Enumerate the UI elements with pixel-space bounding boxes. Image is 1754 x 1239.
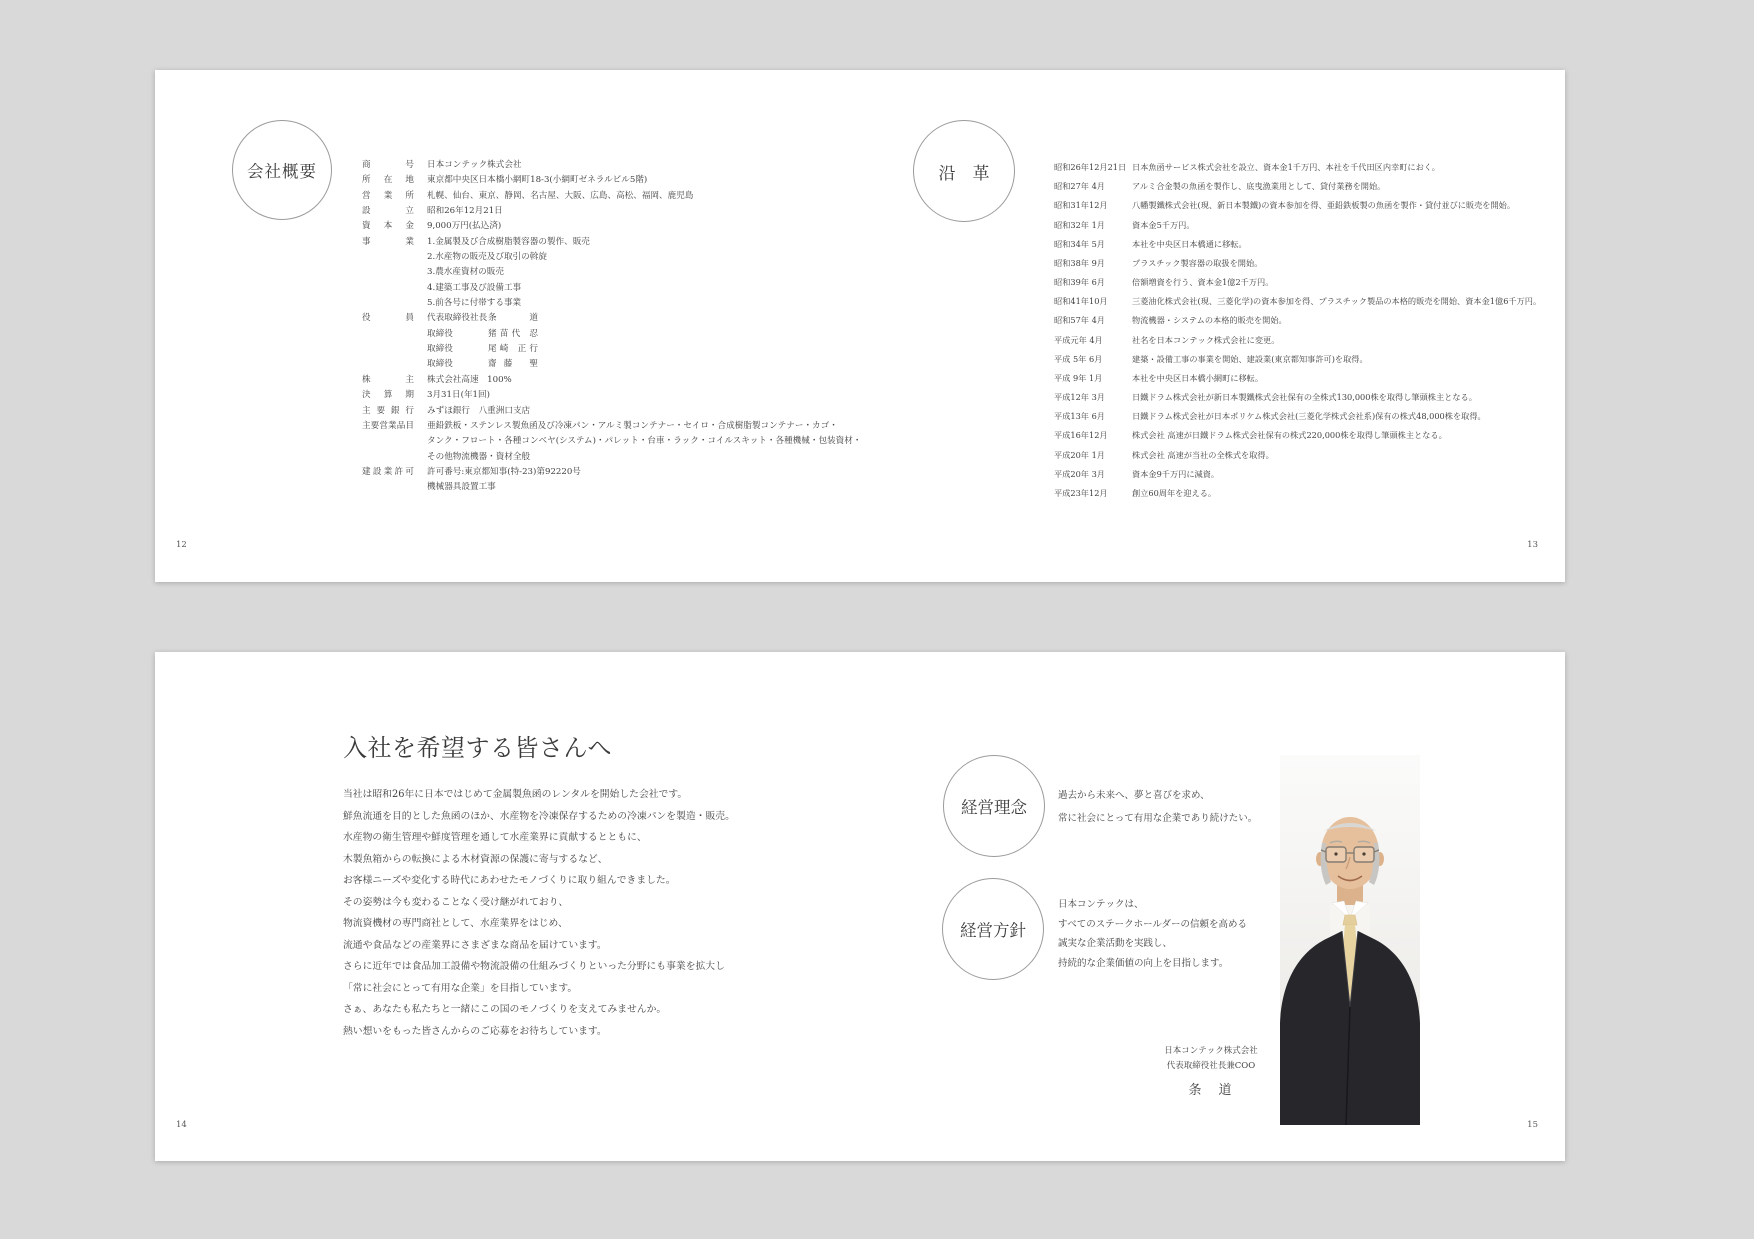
section-circle-company-overview <box>232 120 332 220</box>
policy-line: 誠実な企業活動を実践し、 <box>1058 938 1173 949</box>
history-row <box>1054 465 1541 484</box>
section-label-history: 沿 革 <box>938 163 990 184</box>
overview-value-line: タンク・フロート・各種コンベヤ(システム)・パレット・台車・ラック・コイルスキット・各種機械・包装資材・ <box>427 436 862 447</box>
overview-field-label: 商号 <box>362 160 414 170</box>
overview-value-line: 札幌、仙台、東京、静岡、名古屋、大阪、広島、高松、福岡、鹿児島 <box>427 190 694 201</box>
overview-field-value <box>427 219 501 234</box>
overview-field-row <box>362 311 861 372</box>
officer-name: 条 道 <box>488 313 538 324</box>
overview-field-value <box>427 388 490 403</box>
history-row <box>1054 292 1541 311</box>
history-date: 平成20年 1月 <box>1054 449 1105 460</box>
overview-field-row <box>362 235 861 312</box>
history-row <box>1054 216 1541 235</box>
officer-title: 取締役 <box>427 328 453 339</box>
overview-value-line: その他物流機器・資材全般 <box>427 451 531 462</box>
history-date: 昭和41年10月 <box>1054 296 1108 307</box>
policy-line: すべてのステークホールダーの信頼を高める <box>1058 918 1248 930</box>
overview-value-line: 4.建築工事及び設備工事 <box>427 282 522 293</box>
overview-value-line: 株式会社高速 100% <box>427 374 512 385</box>
history-event: 倍額増資を行う、資本金1億2千万円。 <box>1132 277 1274 288</box>
overview-field-row <box>362 158 861 173</box>
history-event: 日鐵ドラム株式会社が日本ポリケム株式会社(三菱化学株式会社系)保有の株式48,000株を取得。 <box>1132 411 1486 422</box>
history-event: 日鐵ドラム株式会社が新日本製鐵株式会社保有の全株式130,000株を取得し筆頭株主となる。 <box>1132 392 1477 403</box>
history-event: 創立60周年を迎える。 <box>1132 487 1217 498</box>
philosophy-line: 常に社会にとって有用な企業であり続けたい。 <box>1058 812 1258 824</box>
philosophy-text <box>1058 785 1257 830</box>
history-date: 昭和26年12月21日 <box>1054 162 1127 172</box>
overview-field-label: 建設業許可 <box>362 466 414 477</box>
officer-title: 取締役 <box>427 344 453 355</box>
history-row <box>1054 254 1541 273</box>
history-row <box>1054 158 1541 177</box>
section-label-policy: 経営方針 <box>960 921 1026 940</box>
recruit-message-body <box>343 784 735 1043</box>
history-row <box>1054 484 1541 503</box>
executive-portrait-photo <box>1280 755 1420 1125</box>
overview-value-line <box>427 327 538 342</box>
history-date: 昭和32年 1月 <box>1054 219 1105 230</box>
history-date: 平成23年12月 <box>1054 487 1108 498</box>
overview-value-line: 東京都中央区日本橋小網町18-3(小網町ゼネラルビル5階) <box>427 175 648 186</box>
overview-field-value <box>427 173 647 188</box>
overview-field-row <box>362 388 861 403</box>
overview-field-value <box>427 465 581 496</box>
history-event: 日本魚函サービス株式会社を設立、資本金1千万円、本社を千代田区内幸町におく。 <box>1132 162 1440 172</box>
overview-field-value <box>427 235 590 312</box>
overview-value-line: みずほ銀行 八重洲口支店 <box>427 405 531 416</box>
history-event: プラスチック製容器の取扱を開始。 <box>1132 257 1263 268</box>
policy-line: 持続的な企業価値の向上を目指します。 <box>1058 957 1229 969</box>
overview-value-line: 日本コンテック株式会社 <box>427 160 522 170</box>
overview-field-value <box>427 189 693 204</box>
section-circle-philosophy <box>943 755 1045 857</box>
page-number-14: 14 <box>176 1120 187 1130</box>
overview-field-label: 株主 <box>362 374 414 385</box>
history-date: 昭和31年12月 <box>1054 200 1108 211</box>
officer-name: 猪苗代 忍 <box>488 328 538 339</box>
history-row <box>1054 273 1541 292</box>
overview-value-line: 5.前各号に付帯する事業 <box>427 298 522 309</box>
overview-field-row <box>362 173 861 188</box>
history-row <box>1054 388 1541 407</box>
history-event: 三菱油化株式会社(現、三菱化学)の資本参加を得、プラスチック製品の本格的販売を開始、資本金1億6千万円。 <box>1132 296 1542 307</box>
overview-field-row <box>362 189 861 204</box>
message-line: 流通や食品などの産業界にさまざまな商品を届けています。 <box>343 939 607 951</box>
history-row <box>1054 446 1541 465</box>
history-row <box>1054 177 1541 196</box>
overview-field-label: 主要銀行 <box>362 405 414 416</box>
history-row <box>1054 235 1541 254</box>
history-date: 平成13年 6月 <box>1054 411 1105 422</box>
overview-value-line <box>427 342 538 357</box>
overview-value-line: 9,000万円(払込済) <box>427 221 502 232</box>
officer-name: 齋藤 聖 <box>488 359 538 370</box>
overview-field-value <box>427 419 861 465</box>
overview-field-value <box>427 373 512 388</box>
section-label-company-overview: 会社概要 <box>247 162 317 181</box>
overview-field-row <box>362 465 861 496</box>
history-date: 昭和39年 6月 <box>1054 277 1105 288</box>
overview-value-line: 昭和26年12月21日 <box>427 206 503 217</box>
overview-field-row <box>362 219 861 234</box>
spread-pages-14-15 <box>155 652 1565 1161</box>
history-event: アルミ合金製の魚函を製作し、底曳漁業用として、貸付業務を開始。 <box>1132 181 1386 192</box>
history-row <box>1054 311 1541 330</box>
signature-job-title: 代表取締役社長兼COO <box>1166 1061 1256 1071</box>
message-line: 「常に社会にとって有用な企業」を目指しています。 <box>343 982 578 994</box>
message-line: 水産物の衛生管理や鮮度管理を通して水産業界に貢献するとともに、 <box>343 832 647 844</box>
president-signature-block <box>1155 1044 1267 1098</box>
overview-value-line: 2.水産物の販売及び取引の斡旋 <box>427 252 547 263</box>
officer-title: 代表取締役社長 <box>427 313 488 324</box>
message-line: さらに近年では食品加工設備や物流設備の仕組みづくりといった分野にも事業を拡大し <box>343 961 725 973</box>
message-line: 熱い想いをもった皆さんからのご応募をお待ちしています。 <box>343 1026 607 1038</box>
message-line: 木製魚箱からの転換による木材資源の保護に寄与するなど、 <box>343 853 608 865</box>
history-event: 株式会社 高速が日鐵ドラム株式会社保有の株式220,000株を取得し筆頭株主となる。 <box>1132 430 1447 441</box>
overview-field-label: 資本金 <box>362 221 414 232</box>
overview-field-value <box>427 404 530 419</box>
history-date: 平成 5年 6月 <box>1054 353 1103 364</box>
overview-value-line: 3.農水産資材の販売 <box>427 267 504 278</box>
history-date: 平成12年 3月 <box>1054 392 1105 403</box>
section-label-philosophy: 経営理念 <box>961 798 1027 817</box>
history-event: 資本金9千万円に減資。 <box>1132 468 1220 479</box>
history-row <box>1054 369 1541 388</box>
signature-president-name: 条 道 <box>1188 1083 1234 1098</box>
overview-field-label: 設立 <box>362 206 414 217</box>
message-line: その姿勢は今も変わることなく受け継がれており、 <box>343 896 569 908</box>
history-date: 昭和38年 9月 <box>1054 257 1105 268</box>
policy-line: 日本コンテックは、 <box>1058 899 1144 910</box>
overview-field-label: 事業 <box>362 236 414 247</box>
overview-field-label: 主要営業品目 <box>362 420 414 431</box>
history-date: 平成 9年 1月 <box>1054 372 1103 383</box>
overview-value-line: 3月31日(年1回) <box>427 390 490 401</box>
history-event: 物流機器・システムの本格的販売を開始。 <box>1132 315 1287 326</box>
history-row <box>1054 407 1541 426</box>
history-event: 建築・設備工事の事業を開始、建設業(東京都知事許可)を取得。 <box>1132 353 1368 364</box>
message-line: 物流資機材の専門商社として、水産業界をはじめ、 <box>343 918 568 930</box>
page-number-15: 15 <box>1527 1120 1538 1130</box>
officer-title: 取締役 <box>427 359 453 370</box>
history-event: 資本金5千万円。 <box>1132 219 1195 230</box>
message-line: さぁ、あなたも私たちと一緒にこの国のモノづくりを支えてみませんか。 <box>343 1004 667 1016</box>
overview-field-row <box>362 204 861 219</box>
overview-field-label: 役員 <box>362 313 414 324</box>
overview-value-line <box>427 357 538 372</box>
history-event: 社名を日本コンテック株式会社に変更。 <box>1132 334 1280 345</box>
company-history-list <box>1054 158 1541 503</box>
history-date: 昭和34年 5月 <box>1054 238 1105 249</box>
philosophy-line: 過去から未来へ、夢と喜びを求め、 <box>1058 790 1210 801</box>
section-circle-history <box>913 120 1015 222</box>
history-row <box>1054 426 1541 445</box>
page-number-13: 13 <box>1527 540 1538 550</box>
history-date: 昭和27年 4月 <box>1054 181 1105 192</box>
overview-value-line: 1.金属製及び合成樹脂製容器の製作、販売 <box>427 236 590 247</box>
overview-field-value <box>427 158 522 173</box>
overview-value-line: 亜鉛鉄板・ステンレス製魚函及び冷凍パン・アルミ製コンテナー・セイロ・合成樹脂製コンテナー・カゴ・ <box>427 420 838 431</box>
message-line: お客様ニーズや変化する時代にあわせたモノづくりに取り組んできました。 <box>343 875 676 887</box>
section-circle-policy <box>942 878 1044 980</box>
history-event: 株式会社 高速が当社の全株式を取得。 <box>1132 449 1274 460</box>
message-line: 当社は昭和26年に日本ではじめて金属製魚函のレンタルを開始した会社です。 <box>343 789 688 800</box>
history-date: 昭和57年 4月 <box>1054 315 1105 326</box>
history-row <box>1054 331 1541 350</box>
history-date: 平成16年12月 <box>1054 430 1108 441</box>
history-date: 平成20年 3月 <box>1054 468 1105 479</box>
history-date: 平成元年 4月 <box>1054 334 1103 345</box>
overview-field-row <box>362 404 861 419</box>
company-overview-table <box>362 158 861 496</box>
history-event: 本社を中央区日本橋通に移転。 <box>1132 238 1247 249</box>
history-row <box>1054 350 1541 369</box>
history-event: 八幡製鐵株式会社(現、新日本製鐵)の資本参加を得、亜鉛鉄板製の魚函を製作・貸付並びに販売を開始。 <box>1132 200 1516 211</box>
overview-field-row <box>362 419 861 465</box>
history-event: 本社を中央区日本橋小網町に移転。 <box>1132 372 1264 383</box>
overview-field-label: 営業所 <box>362 190 414 201</box>
overview-field-value <box>427 204 503 219</box>
overview-value-line: 機械器具設置工事 <box>427 482 496 493</box>
page-number-12: 12 <box>176 540 187 550</box>
officer-name: 尾崎 正行 <box>488 344 538 355</box>
policy-text <box>1058 895 1247 973</box>
overview-value-line: 許可番号:東京都知事(特-23)第92220号 <box>427 466 581 477</box>
spread-pages-12-13 <box>155 70 1565 582</box>
history-row <box>1054 196 1541 215</box>
overview-field-label: 決算期 <box>362 390 414 401</box>
overview-field-value <box>427 311 538 372</box>
overview-field-row <box>362 373 861 388</box>
overview-field-label: 所在地 <box>362 175 414 186</box>
signature-company-name: 日本コンテック株式会社 <box>1164 1046 1258 1056</box>
recruit-message-heading: 入社を希望する皆さんへ <box>343 734 613 762</box>
overview-value-line <box>427 311 538 326</box>
message-line: 鮮魚流通を目的とした魚函のほか、水産物を冷凍保存するための冷凍パンを製造・販売。 <box>343 810 735 822</box>
